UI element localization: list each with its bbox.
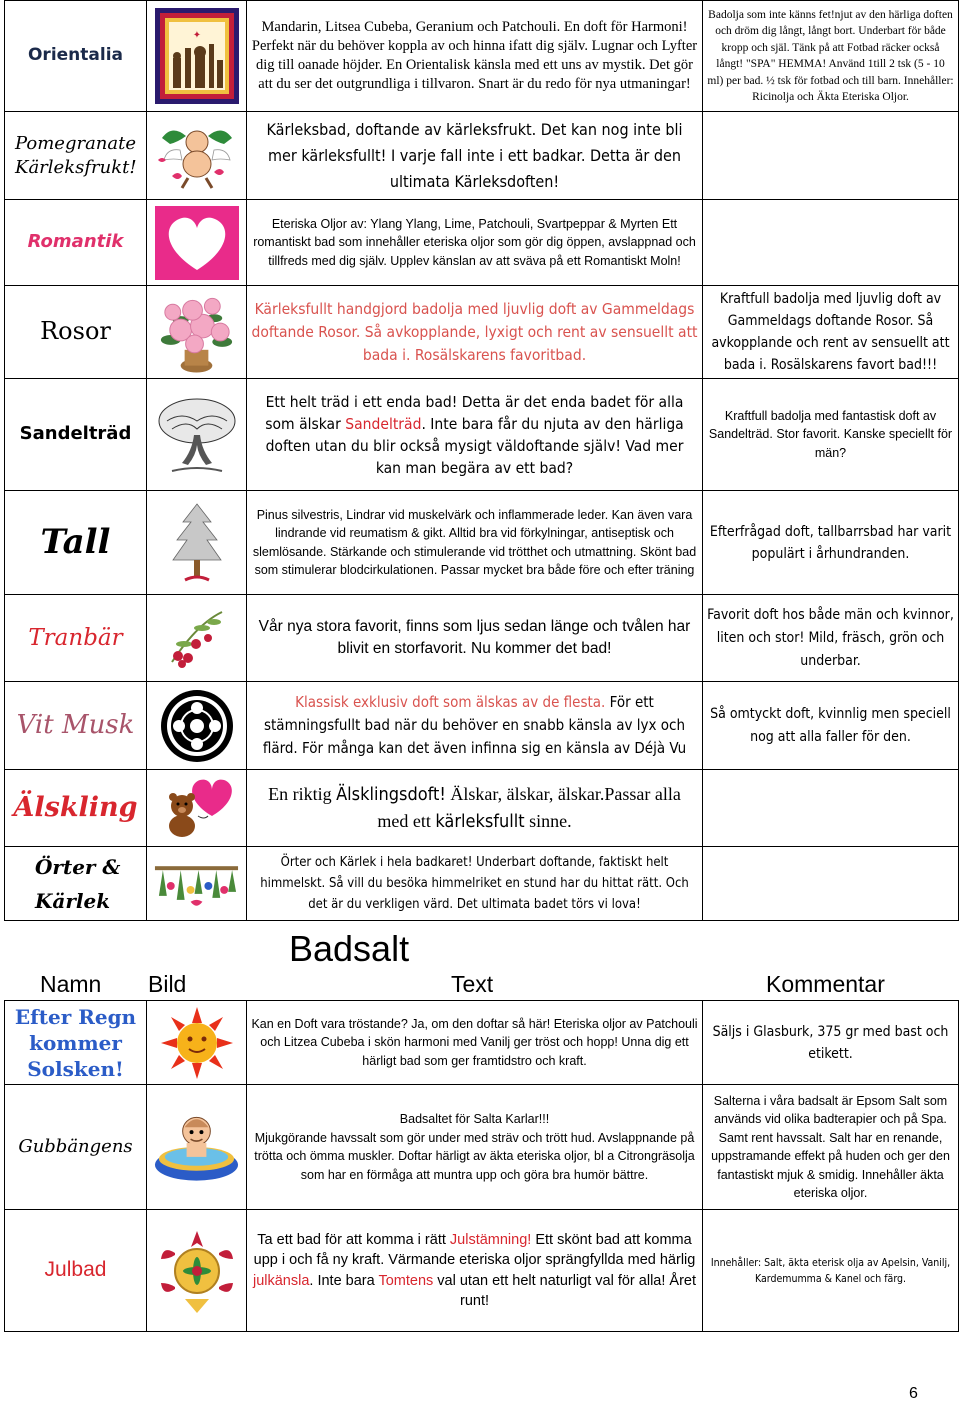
header-image: Bild (148, 971, 187, 997)
highlight-text: julkänsla (252, 1272, 310, 1289)
header-comment: Kommentar (766, 971, 885, 997)
table-row (5, 595, 959, 682)
table-row (5, 1085, 959, 1210)
header-text: Text (451, 971, 494, 997)
bath-salt-table (4, 1000, 959, 1332)
product-comment: Badolja som inte känns fet!njut av den härliga doften och dröm dig långt, långt bort. Underbart för både kropp och själ. Tänk på att Fotbad räcker också långt! "SPA" HEMMA! Använd 1till 2 tsk (5 - 10 ml) per bad. ½ tsk för fotbad och till barn. Innehåller: Ricinolja och Äkta Eteriska Oljor. (707, 8, 954, 103)
heart-icon (151, 206, 242, 280)
product-text: Örter och Kärlek i hela badkaret! Underbart doftande, faktiskt helt himmelskt. Så vill du besöka himmelriket en stund har du hittat rätt. Och det är du verkligen värd. Det ultimata badet törs vi lova! (260, 855, 689, 912)
ornament-knot-icon (151, 686, 242, 766)
product-text: Kan en Doft vara tröstande? Ja, om den doftar så här! Eteriska oljor av Patchouli och Litzea Cubeba i skön harmoni med Vanilj ger tröst och hopp! Unna dig ett härligt bad som ger framtidstro och kraft. (251, 1016, 698, 1068)
product-name: Romantik (27, 231, 124, 253)
highlight-text: Sandelträd (345, 414, 422, 433)
orientalia-city-icon (151, 8, 242, 104)
teddy-heart-icon (151, 776, 242, 840)
product-text: Klassisk exklusiv doft som älskas av de flesta. För ett stämningsfullt bad när du behöver en snabb känsla av lyx och flärd. För många kan det även infinna sig en känsla av Déjà Vu (262, 693, 687, 757)
table-row (5, 1001, 959, 1085)
product-name: Pomegranate Kärleksfrukt! (15, 132, 137, 178)
highlight-text: Klassisk exklusiv doft som älskas av de flesta. (295, 693, 606, 711)
product-text: Kärleksbad, doftande av kärleksfrukt. Det kan nog inte bli mer kärleksfullt! I varje fall inte i ett badkar. Detta är den ultimata Kärleksdoften! (266, 119, 683, 191)
table-row (5, 112, 959, 200)
table-row (5, 770, 959, 847)
table-row (5, 682, 959, 770)
table-row (5, 847, 959, 921)
product-name: Tranbär (28, 624, 123, 651)
product-text: Vår nya stora favorit, finns som ljus sedan länge och tvålen har blivit en storfavorit. Nu kommer det bad! (258, 618, 691, 657)
highlight-text: Tomtens (378, 1272, 434, 1289)
product-comment: Kraftfull badolja med fantastisk doft av Sandelträd. Stor favorit. Kanske speciellt för män? (708, 408, 953, 460)
bath-oil-table (4, 0, 959, 921)
product-name: Orientalia (27, 45, 124, 66)
herb-garland-icon (151, 856, 242, 912)
product-text: En riktig Älsklingsdoft! Älskar, älskar, älskar.Passar alla med ett kärleksfullt sinne. (268, 784, 681, 832)
table-row (5, 379, 959, 491)
table-row (5, 1, 959, 112)
section-title: Badsalt (289, 928, 410, 969)
product-name: Örter & Kärlek (35, 854, 121, 913)
product-name: Julbad (44, 1258, 107, 1282)
product-comment: Så omtyckt doft, kvinnlig men speciell nog att alla faller för den. (710, 705, 951, 745)
product-comment: Innehåller: Salt, äkta eterisk olja av Apelsin, Vanilj, Kardemumma & Kanel och färg. (710, 1256, 951, 1285)
rose-bouquet-icon (151, 290, 242, 374)
text-heading: Badsaltet för Salta Karlar!!! (399, 1112, 550, 1126)
product-text: Ett helt träd i ett enda bad! Detta är det enda badet för alla som älskar Sandelträd. Inte bara får du njuta av den härliga doften utan du blir också mysigt väldoftande själv! Vad mer kan man begära av ett bad? (265, 392, 684, 477)
product-text: Pinus silvestris, Lindrar vid muskelvärk och inflammerade leder. Kan även vara lindrande vid reumatism & gikt. Alltid bra vid förkylningar, antiseptisk och slemlösande. Stärkande och stimulerande vid trötthet och utmattning. Skönt bad som stimulerar blodcirkulationen. Passar mycket bra både före och efter träning (252, 507, 697, 577)
man-in-pool-icon (151, 1105, 242, 1189)
cupid-icon (151, 120, 242, 192)
emphasis-text: kärleksfullt (435, 811, 525, 832)
table-row (5, 286, 959, 379)
product-name: Vit Musk (16, 709, 135, 740)
product-name: Efter Regn kommer Solsken! (14, 1004, 137, 1081)
table-row (5, 491, 959, 595)
table-row (5, 200, 959, 286)
page-number: 6 (909, 1385, 918, 1402)
product-comment: Kraftfull badolja med ljuvlig doft av Gammeldags doftande Rosor. Så avkopplande och rent av sensuellt att bada i. Rosälskarens favort bad!!! (711, 291, 950, 373)
table-row (5, 1210, 959, 1332)
product-comment: Salterna i våra badsalt är Epsom Salt som används vid olika badterapier och på Spa. Samt rent havssalt. Salt har en renande, uppstramande effekt på huden och ger den fantastiskt mjuk & smidig. Innehåller äkta eteriska oljor. (711, 1093, 950, 1200)
pine-tree-icon (151, 500, 242, 586)
product-name: Rosor (40, 317, 111, 346)
product-comment: Säljs i Glasburk, 375 gr med bast och etikett. (712, 1023, 949, 1062)
sun-icon (151, 1005, 242, 1081)
sandalwood-tree-icon (151, 391, 242, 479)
cranberry-icon (151, 604, 242, 672)
header-name: Namn (40, 971, 102, 997)
highlight-text: Julstämning! (449, 1231, 532, 1248)
product-text: Kärleksfullt handgjord badolja med ljuvlig doft av Gammeldags doftande Rosor. Så avkopplande, lyxigt och rent av sensuellt att bada i. Rosälskarens favoritbad. (251, 299, 698, 364)
product-name: Tall (40, 521, 111, 562)
emphasis-text: Älsklingsdoft! (336, 784, 446, 805)
product-comment: Efterfrågad doft, tallbarrsbad har varit populärt i århundranden. (709, 523, 952, 562)
product-text: Ta ett bad för att komma i rätt Julstämning! Ett skönt bad att komma upp i och få ny kraft. Värmande eteriska oljor sprängfyllda med härlig julkänsla. Inte bara Tomtens val utan ett helt naturligt val för alla! Året runt! (252, 1231, 697, 1309)
product-name: Älskling (13, 792, 138, 824)
product-comment: Favorit doft hos både män och kvinnor, liten och stor! Mild, fräsch, grön och underbar. (707, 606, 954, 669)
christmas-ornament-icon (151, 1225, 242, 1317)
product-name: Sandelträd (19, 423, 132, 445)
svg-text:✦: ✦ (192, 30, 201, 41)
product-text: Mandarin, Litsea Cubeba, Geranium och Patchouli. En doft för Harmoni! Perfekt när du behöver koppla av och hinna ifatt dig själv. Lugnar och Lyfter dig till oanade höjder. En Orientalisk känsla med ett uns av mystik. Det gör att du ser det outgrundliga i tillvaron. Snart är du redo för nya utmaningar! (251, 19, 698, 92)
product-text: Eteriska Oljor av: Ylang Ylang, Lime, Patchouli, Svartpeppar & Myrten Ett romantiskt bad som innehåller eteriska oljor som gör dig öppen, avslappnad och tillfreds med dig själv. Upplev känslan av att sväva på ett Romantiskt Moln! (253, 216, 696, 268)
product-name: Gubbängens (18, 1135, 133, 1157)
product-text: Badsaltet för Salta Karlar!!! Mjukgörande havssalt som gör under med sträv och trött hud. Avslappnande på trötta och ömma muskler. Doftar härligt av äkta eteriska oljor, bl a Citrongräsolja som har en förmåga att muntra upp och göra bra humör bättre. (251, 1110, 698, 1184)
